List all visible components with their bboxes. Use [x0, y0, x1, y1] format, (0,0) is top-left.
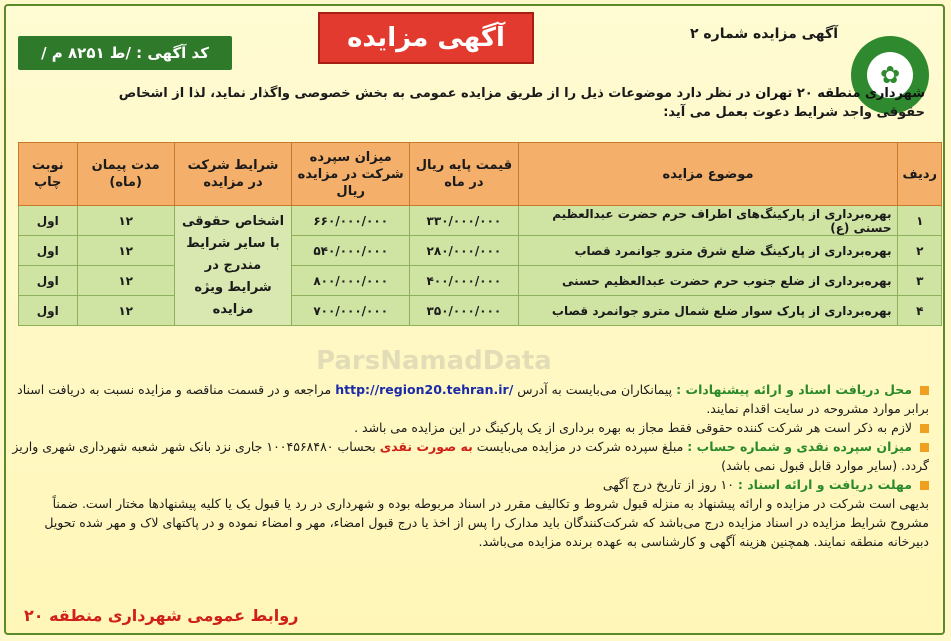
note-deadline — [11, 475, 929, 494]
note-documents-pre: پیمانکاران می‌بایست به آدرس — [517, 382, 673, 397]
bullet-icon — [920, 481, 929, 490]
watermark: ParsNamadData — [316, 346, 552, 376]
logo-emblem-icon: ✿ — [867, 52, 913, 98]
cell-base-price: ۳۳۰/۰۰۰/۰۰۰ — [410, 206, 518, 236]
col-turn: نوبت چاپ — [19, 143, 78, 206]
cell-deposit: ۵۴۰/۰۰۰/۰۰۰ — [292, 236, 410, 266]
cell-subject: بهره‌برداری از پارک سوار ضلع شمال مترو جوانمرد قصاب — [518, 296, 898, 326]
cell-subject: بهره‌برداری از پارکینگ ضلع شرق مترو جوانمرد قصاب — [518, 236, 898, 266]
note-documents-label: محل دریافت اسناد و ارائه پیشنهادات : — [676, 382, 913, 397]
cell-turn: اول — [19, 236, 78, 266]
cell-base-price: ۲۸۰/۰۰۰/۰۰۰ — [410, 236, 518, 266]
ad-code: کد آگهی : /ط ۸۲۵۱ م / — [18, 36, 232, 70]
region-website-link[interactable]: http://region20.tehran.ir/ — [335, 382, 514, 397]
table-row — [19, 236, 942, 266]
notes-section — [11, 380, 929, 551]
cell-base-price: ۴۰۰/۰۰۰/۰۰۰ — [410, 266, 518, 296]
note-deadline-label: مهلت دریافت و ارائه اسناد : — [737, 477, 913, 492]
cell-turn: اول — [19, 296, 78, 326]
ad-series-number: آگهی مزایده شماره ۲ — [689, 26, 838, 42]
ad-title: آگهی مزایده — [318, 12, 534, 64]
table-row — [19, 296, 942, 326]
col-base-price: قیمت پایه ریال در ماه — [410, 143, 518, 206]
cell-subject: بهره‌برداری از پارکینگ‌های اطراف حرم حضرت عبدالعظیم حسنی (ع) — [518, 206, 898, 236]
public-relations-signature: روابط عمومی شهرداری منطقه ۲۰ — [24, 606, 299, 625]
table-row — [19, 206, 942, 236]
cell-row: ۱ — [898, 206, 942, 236]
cell-turn: اول — [19, 206, 78, 236]
note-deposit-pre: مبلغ سپرده شرکت در مزایده می‌بایست — [476, 439, 684, 454]
cell-subject: بهره‌برداری از ضلع جنوب حرم حضرت عبدالعظیم حسنی — [518, 266, 898, 296]
bullet-icon — [920, 424, 929, 433]
intro-paragraph — [95, 84, 925, 122]
cell-conditions: اشخاص حقوقی با سایر شرایط مندرج در شرایط ویژه مزایده — [174, 206, 291, 326]
note-one-parking — [11, 418, 929, 437]
cell-duration: ۱۲ — [77, 236, 174, 266]
cell-duration: ۱۲ — [77, 206, 174, 236]
note-deposit — [11, 437, 929, 475]
auction-table — [18, 142, 942, 326]
table-row — [19, 266, 942, 296]
cell-duration: ۱۲ — [77, 296, 174, 326]
note-deposit-cash: به صورت نقدی — [379, 439, 473, 454]
note-general: بدیهی است شرکت در مزایده و ارائه پیشنهاد به منزله قبول شروط و تکالیف مقرر در اسناد مربوطه بوده و شهرداری در رد یا قبول یک یا کلیه پیشنهادها مختار است. ضمناً مشروح شرایط مزایده در اسناد مزایده درج می‌باشد که شرکت‌کنندگان باید مدارک را پس از اخذ یا درج قبول امضاء، مهر و امضاء نموده و در پاکتهای لاک و مهر شده تحویل دبیرخانه منطقه نمایند. همچنین هزینه آگهی و کارشناسی به عهده برنده مزایده می‌باشد. — [44, 496, 929, 549]
ad-frame — [4, 4, 945, 635]
cell-row: ۲ — [898, 236, 942, 266]
note-documents-post: مراجعه و در قسمت مناقصه و مزایده نسبت به دریافت اسناد برابر موارد مشروحه در سایت اقدام نمایند. — [17, 382, 929, 416]
note-deposit-label: میزان سپرده نقدی و شماره حساب : — [687, 439, 913, 454]
note-deposit-post: بحساب ۱۰۰۴۵۶۸۴۸۰ جاری نزد بانک شهر شعبه شهرداری شهری واریز گردد. (سایر موارد قابل قبول نمی باشد) — [12, 439, 929, 473]
cell-row: ۴ — [898, 296, 942, 326]
cell-base-price: ۳۵۰/۰۰۰/۰۰۰ — [410, 296, 518, 326]
intro-text: در نظر دارد موضوعات ذیل را از طریق مزایده عمومی به بخش خصوصی واگذار نماید، لذا از اشخاص حقوقی واجد شرایط دعوت بعمل می آید: — [118, 86, 925, 120]
cell-deposit: ۶۶۰/۰۰۰/۰۰۰ — [292, 206, 410, 236]
col-deposit: میزان سپرده شرکت در مزایده ریال — [292, 143, 410, 206]
table-header-row — [19, 143, 942, 206]
bullet-icon — [920, 386, 929, 395]
col-duration: مدت پیمان (ماه) — [77, 143, 174, 206]
org-name: شهرداری منطقه ۲۰ تهران — [755, 86, 925, 101]
col-subject: موضوع مزایده — [518, 143, 898, 206]
note-one-parking-text: لازم به ذکر است هر شرکت کننده حقوقی فقط مجاز به بهره برداری از یک پارکینگ در این مزایده می باشد . — [354, 420, 913, 435]
note-deadline-text: ۱۰ روز از تاریخ درج آگهی — [602, 477, 734, 492]
cell-row: ۳ — [898, 266, 942, 296]
cell-deposit: ۸۰۰/۰۰۰/۰۰۰ — [292, 266, 410, 296]
cell-turn: اول — [19, 266, 78, 296]
bullet-icon — [920, 443, 929, 452]
cell-deposit: ۷۰۰/۰۰۰/۰۰۰ — [292, 296, 410, 326]
note-documents — [11, 380, 929, 418]
col-conditions: شرایط شرکت در مزایده — [174, 143, 291, 206]
cell-duration: ۱۲ — [77, 266, 174, 296]
col-row: ردیف — [898, 143, 942, 206]
